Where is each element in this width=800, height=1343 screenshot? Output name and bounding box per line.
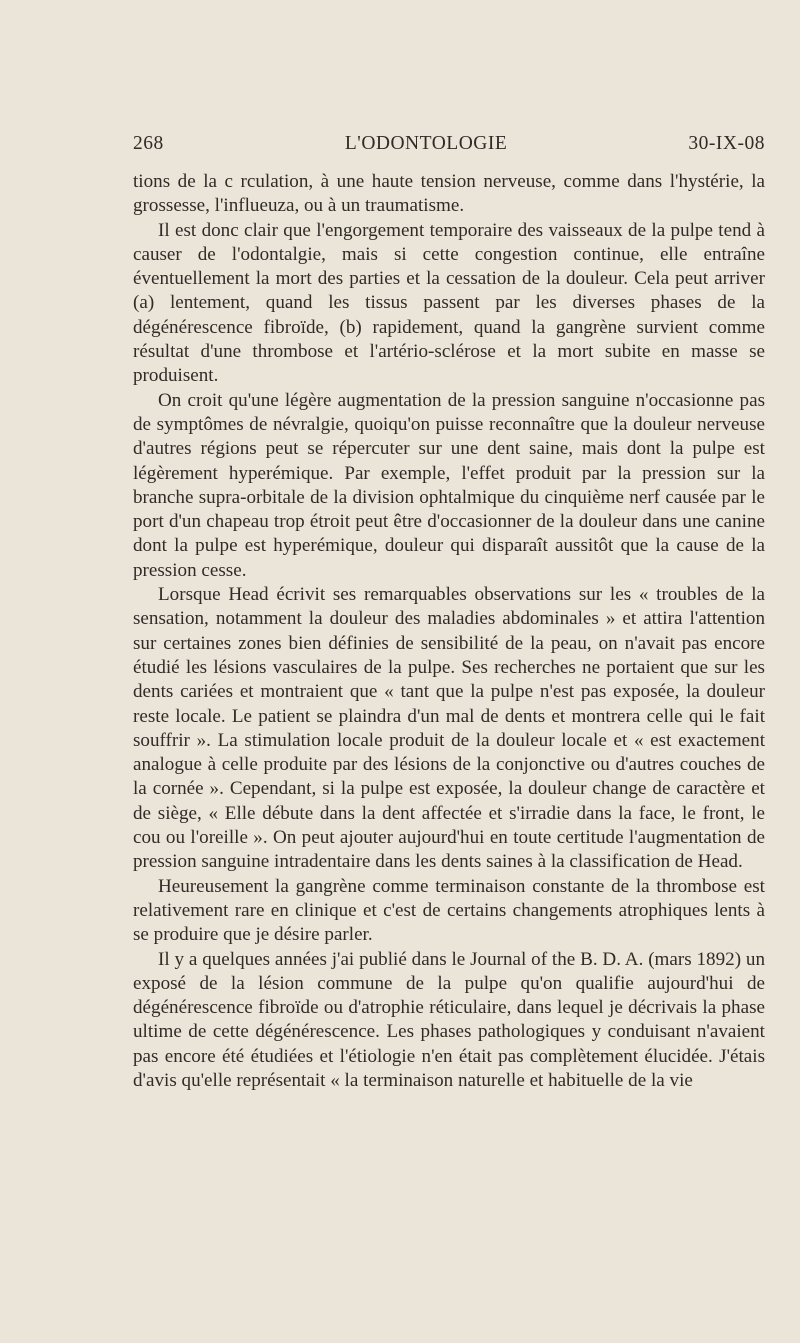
paragraph-6: Il y a quelques années j'ai publié dans le Journal of the B. D. A. (mars 1892) un exposé de la lésion commune de la pulpe qu'on qualifie aujourd'hui de dégénérescence fibroïde ou d'atrophie réticulaire, dans lequel je décrivais la phase ultime de cette dégénérescence. Les phases pathologiques y conduisant n'avaient pas encore été étudiées et l'étiologie n'en était pas complètement élucidée. J'étais d'avis qu'elle représentait « la terminaison naturelle et habituelle de la vie	[133, 948, 765, 1091]
article-body	[133, 170, 765, 1093]
paragraph-2: Il est donc clair que l'engorgement temporaire des vaisseaux de la pulpe tend à causer de l'odontalgie, mais si cette congestion continue, elle entraîne éventuellement la mort des parties et la cessation de la douleur. Cela peut arriver (a) lentement, quand les tissus passent par les diverses phases de la dégénérescence fibroïde, (b) rapidement, quand la gangrène survient comme résultat d'une thrombose et l'artério-sclérose et la mort subite en masse se produisent.	[133, 219, 765, 387]
issue-date: 30-IX-08	[688, 133, 765, 154]
paragraph-1: tions de la c rculation, à une haute tension nerveuse, comme dans l'hystérie, la grossesse, l'influeuza, ou à un traumatisme.	[133, 171, 765, 217]
paragraph-4: Lorsque Head écrivit ses remarquables observations sur les « troubles de la sensation, notamment la douleur des maladies abdominales » et attira l'attention sur certaines zones bien définies de sensibilité de la peau, on n'avait pas encore étudié les lésions vasculaires de la pulpe. Ses recherches ne portaient que sur les dents cariées et montraient que « tant que la pulpe n'est pas exposée, la douleur reste locale. Le patient se plaindra d'un mal de dents et montrera celle qui le fait souffrir ». La stimulation locale produit de la douleur locale et « est exactement analogue à celle produite par des lésions de la conjonctive ou d'autres couches de la cornée ». Cependant, si la pulpe est exposée, la douleur change de caractère et de siège, « Elle débute dans la dent affectée et s'irradie dans la face, le front, le cou ou l'oreille ». On peut ajouter aujourd'hui en toute certitude l'augmentation de pression sanguine intradentaire dans les dents saines à la classification de Head.	[133, 584, 765, 873]
paragraph-5: Heureusement la gangrène comme terminaison constante de la thrombose est relativement rare en clinique et c'est de certains changements atrophiques lents à se produire que je désire parler.	[133, 875, 765, 946]
running-title: L'ODONTOLOGIE	[344, 133, 508, 154]
paragraph-3: On croit qu'une légère augmentation de la pression sanguine n'occasionne pas de symptômes de névralgie, quoiqu'on puisse reconnaître que la douleur nerveuse d'autres régions peut se répercuter sur une dent saine, mais dont la pulpe est légèrement hyperémique. Par exemple, l'effet produit par la pression sur la branche supra-orbitale de la division ophtalmique du cinquième nerf causée par le port d'un chapeau trop étroit peut être d'occasionner de la douleur dans une canine dont la pulpe est hyperémique, douleur qui disparaît aussitôt que la cause de la pression cesse.	[133, 389, 765, 581]
running-header	[133, 133, 765, 155]
page-number: 268	[133, 133, 164, 154]
